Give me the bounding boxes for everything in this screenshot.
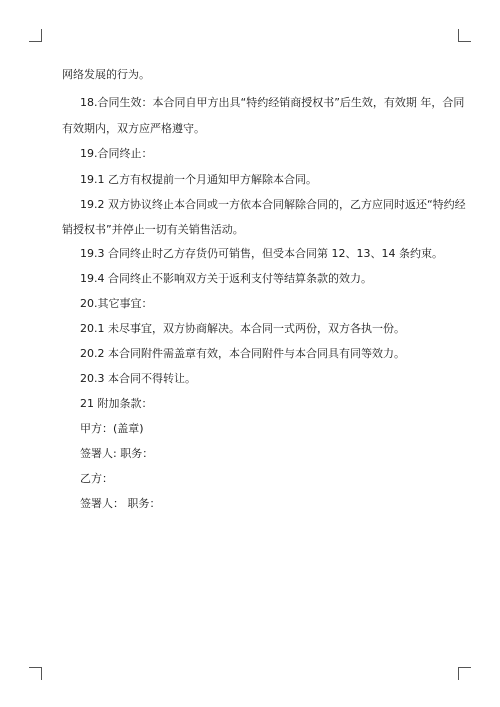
clause-19-4: 19.4 合同终止不影响双方关于返利支付等结算条款的效力。	[80, 272, 372, 285]
crop-mark-top-right	[458, 29, 471, 42]
clause-19-1: 19.1 乙方有权提前一个月通知甲方解除本合同。	[80, 173, 317, 186]
clause-20-2: 20.2 本合同附件需盖章有效，本合同附件与本合同具有同等效力。	[80, 347, 405, 360]
clause-20-heading: 20.其它事宜：	[80, 297, 153, 310]
clause-18-line-1: 18.合同生效：本合同自甲方出具“特约经销商授权书”后生效，有效期 年，合同	[80, 96, 465, 109]
clause-20-1: 20.1 未尽事宜，双方协商解决。本合同一式两份，双方各执一份。	[80, 322, 405, 335]
party-b: 乙方：	[80, 472, 113, 485]
clause-19-2-line-2: 销授权书”并停止一切有关销售活动。	[62, 223, 244, 236]
crop-mark-bottom-right	[458, 667, 471, 680]
clause-21-heading: 21 附加条款：	[80, 397, 153, 410]
party-a-seal: 甲方：(盖章)	[80, 422, 144, 435]
clause-18-line-2: 有效期内，双方应严格遵守。	[62, 122, 205, 135]
clause-19-3: 19.3 合同终止时乙方存货仍可销售，但受本合同第 12、13、14 条约束。	[80, 247, 443, 260]
party-a-signatory: 签署人: 职务：	[80, 447, 154, 460]
text-line: 网络发展的行为。	[62, 68, 150, 81]
clause-19-heading: 19.合同终止：	[80, 147, 153, 160]
crop-mark-bottom-left	[29, 667, 42, 680]
clause-20-3: 20.3 本合同不得转让。	[80, 372, 196, 385]
party-b-signatory: 签署人： 职务：	[80, 497, 161, 510]
crop-mark-top-left	[29, 29, 42, 42]
clause-19-2-line-1: 19.2 双方协议终止本合同或一方依本合同解除合同的，乙方应同时返还“特约经	[80, 198, 466, 211]
